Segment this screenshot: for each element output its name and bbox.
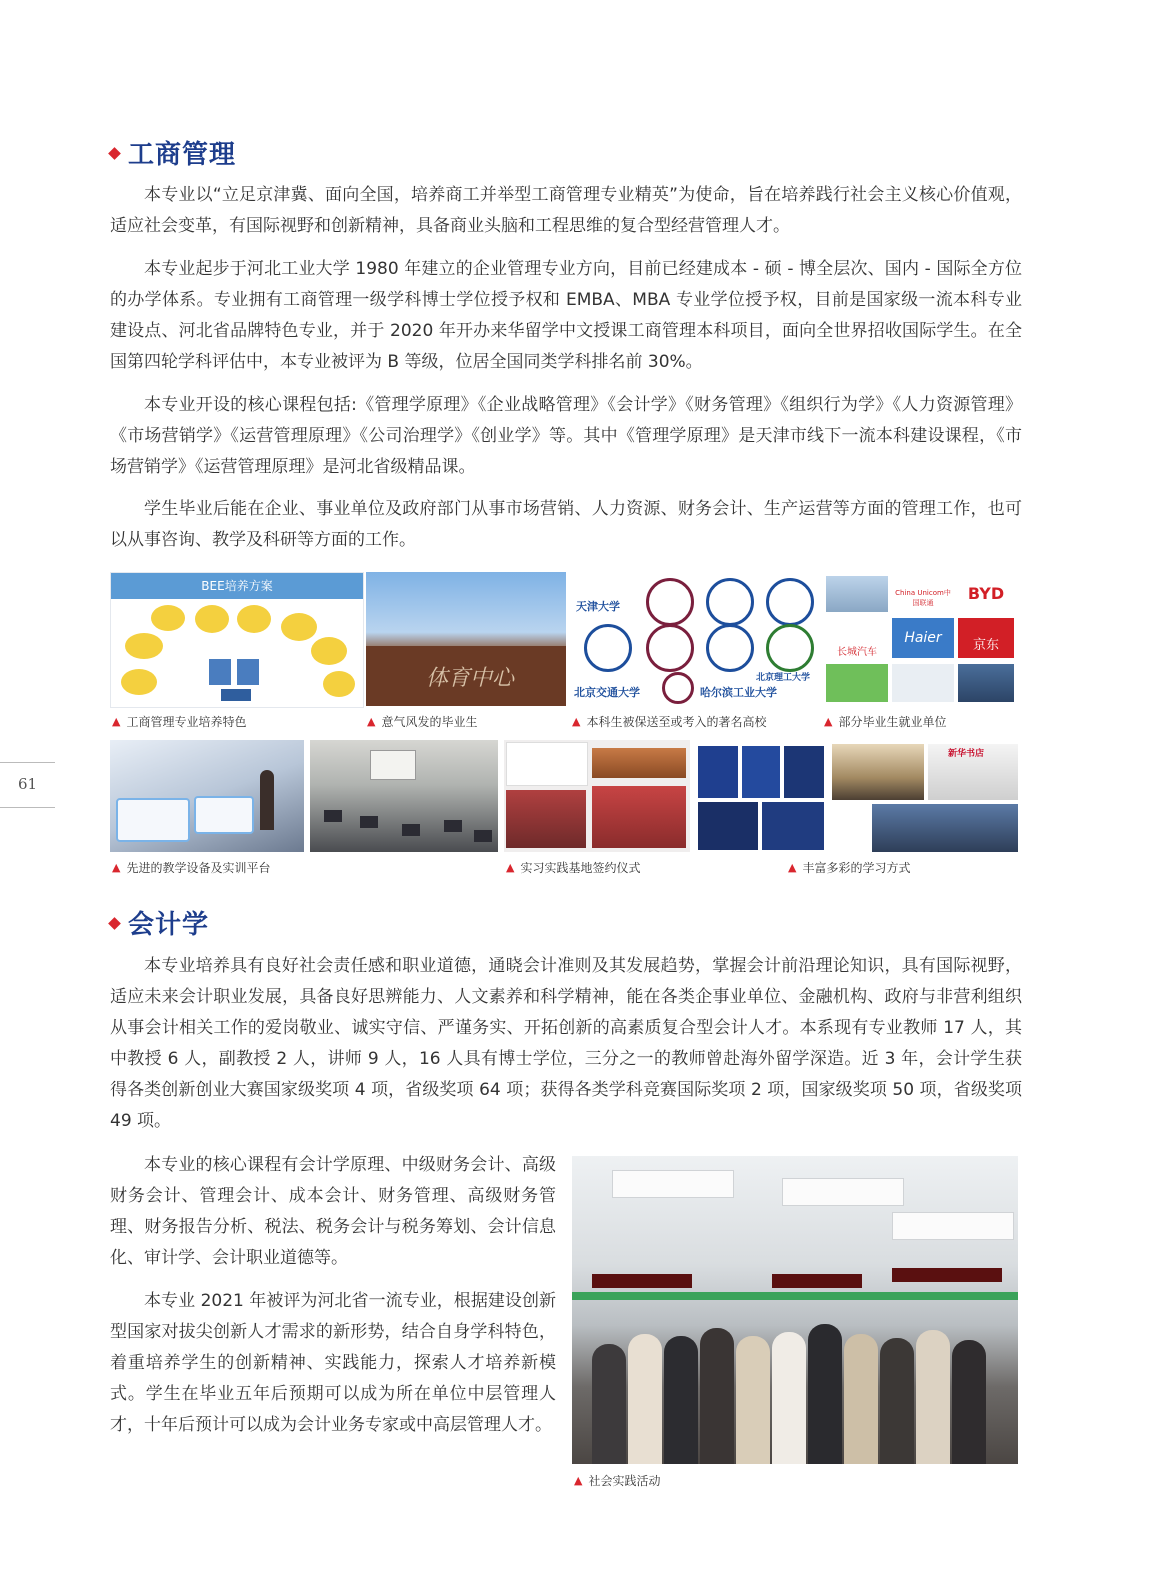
lab-desk xyxy=(194,796,254,834)
diagram-node xyxy=(151,605,185,631)
paragraph: 本专业以“立足京津冀、面向全国，培养商工并举型工商管理专业精英”为使命，旨在培养践行社会主义核心价值观，适应社会变革，有国际视野和创新精神，具备商业头脑和工程思维的复合型经营管理人才。 xyxy=(110,185,1022,236)
person-figure xyxy=(916,1330,950,1464)
lab-desk xyxy=(116,798,190,842)
triangle-bullet-icon: ▲ xyxy=(824,715,833,728)
monitor xyxy=(474,830,492,842)
logo-label: 天津大学 xyxy=(576,600,620,613)
diagram-node xyxy=(323,671,355,697)
image-caption: ▲ 实习实践基地签约仪式 xyxy=(506,861,641,875)
image-caption: ▲ 先进的教学设备及实训平台 xyxy=(112,861,271,875)
image-caption: ▲ 部分毕业生就业单位 xyxy=(824,715,947,729)
triangle-bullet-icon: ▲ xyxy=(112,715,121,728)
diamond-bullet-icon xyxy=(108,917,121,930)
company-photo xyxy=(826,576,888,612)
projection-screen xyxy=(370,750,416,780)
ceiling-light xyxy=(612,1170,734,1198)
paragraph: 本专业 2021 年被评为河北省一流专业，根据建设创新型国家对拔尖创新人才需求的新形势，结合自身学科特色，着重培养学生的创新精神、实践能力，探索人才培养新模式。学生在毕业五年后预期可以成为所在单位中层管理人才，十年后预计可以成为会计业务专家或中高层管理人才。 xyxy=(110,1291,556,1435)
person-figure xyxy=(260,770,274,830)
logo-label: 北京理工大学 xyxy=(756,673,811,683)
led-board xyxy=(772,1274,862,1288)
section-title: 会计学 xyxy=(128,910,210,940)
section-title: 工商管理 xyxy=(128,140,237,170)
triangle-bullet-icon: ▲ xyxy=(574,1474,583,1487)
diagram-node xyxy=(281,613,317,641)
diagram-node xyxy=(121,669,157,695)
image-caption: ▲ 社会实践活动 xyxy=(574,1474,661,1488)
book-cover xyxy=(784,746,824,798)
company-photo xyxy=(892,664,954,702)
certificate-image xyxy=(506,742,588,786)
led-board xyxy=(592,1274,692,1288)
signing-ceremony-photo xyxy=(504,740,690,852)
employers-logos-image xyxy=(822,572,1018,706)
unicom-logo: China Unicom中国联通 xyxy=(892,576,954,612)
image-caption: ▲ 工商管理专业培养特色 xyxy=(112,715,247,729)
paragraph: 学生毕业后能在企业、事业单位及政府部门从事市场营销、人力资源、财务会计、生产运营等方面的管理工作，也可以从事咨询、教学及科研等方面的工作。 xyxy=(110,499,1022,550)
company-photo xyxy=(958,664,1014,702)
person-figure xyxy=(844,1334,878,1464)
ceremony-photo xyxy=(506,790,586,848)
gwm-logo: 长城汽车 xyxy=(826,618,888,658)
paragraph: 本专业培养具有良好社会责任感和职业道德，通晓会计准则及其发展趋势，掌握会计前沿理论知识，具有国际视野，适应未来会计职业发展，具备良好思辨能力、人文素养和科学精神，能在各类企事业单位、金融机构、政府与非营利组织从事会计相关工作的爱岗敬业、诚实守信、严谨务实、开拓创新的高素质复合型会计人才。本系现有专业教师 17 人，其中教授 6 人，副教授 2 人，讲师 9 人，16 人具有博士学位，三分之一的教师曾赴海外留学深造。近 3 年，会计学生获得各类创新创业大赛国家级奖项 4 项，省级奖项 64 项；获得各类学科竞赛国际奖项 2 项，国家级奖项 50 项，省级奖项 49 项。 xyxy=(110,956,1022,1131)
monitor xyxy=(324,810,342,822)
diagram-block xyxy=(221,689,251,701)
person-figure xyxy=(808,1324,842,1464)
book-cover xyxy=(742,746,780,798)
triangle-bullet-icon: ▲ xyxy=(112,861,121,874)
logo-label: 哈尔滨工业大学 xyxy=(700,686,777,699)
university-seal-icon xyxy=(662,672,694,704)
image-caption: ▲ 本科生被保送至或考入的著名高校 xyxy=(572,715,767,729)
person-figure xyxy=(592,1344,626,1464)
graduates-photo xyxy=(366,572,566,706)
person-figure xyxy=(772,1332,806,1464)
training-lab-photo xyxy=(110,740,304,852)
paragraph: 本专业起步于河北工业大学 1980 年建立的企业管理专业方向，目前已经建成本 - 硕 - 博全层次、国内 - 国际全方位的办学体系。专业拥有工商管理一级学科博士学位授予权和 EMBA、MBA 专业学位授予权，目前是国家级一流本科专业建设点、河北省品牌特色专业，并于 2020 年开办来华留学中文授课工商管理本科项目，面向全世界招收国际学生。在全国第四轮学科评估中，本专业被评为 B 等级，位居全国同类学科排名前 30%。 xyxy=(110,259,1022,372)
page-number: 61 xyxy=(17,775,38,793)
logo-label: 北京交通大学 xyxy=(574,686,640,699)
bee-title: BEE培养方案 xyxy=(111,573,363,599)
monitor xyxy=(402,824,420,836)
diagram-node xyxy=(311,637,347,665)
diagram-block xyxy=(237,659,259,685)
grad-sign: 体育中心 xyxy=(426,666,515,691)
book-cover xyxy=(698,802,758,850)
company-photo xyxy=(826,664,888,702)
social-practice-photo xyxy=(572,1156,1018,1464)
ceiling-light xyxy=(782,1178,904,1206)
bookstore-photo xyxy=(928,744,1018,800)
diagram-node xyxy=(195,605,229,633)
triangle-bullet-icon: ▲ xyxy=(788,861,797,874)
section-heading-business xyxy=(110,134,236,171)
diagram-block xyxy=(209,659,231,685)
university-seal-icon xyxy=(646,578,694,626)
person-figure xyxy=(628,1334,662,1464)
university-seal-icon xyxy=(766,624,814,672)
paragraph: 本专业开设的核心课程包括:《管理学原理》《企业战略管理》《会计学》《财务管理》《组织行为学》《人力资源管理》《市场营销学》《运营管理原理》《公司治理学》《创业学》等。其中《管理学原理》是天津市线下一流本科建设课程，《市场营销学》《运营管理原理》是河北省级精品课。 xyxy=(110,395,1022,477)
university-seal-icon xyxy=(766,578,814,626)
study-materials-photo xyxy=(696,740,826,852)
jd-logo: 京东 xyxy=(958,618,1014,658)
haier-logo: Haier xyxy=(892,618,954,658)
person-figure xyxy=(736,1336,770,1464)
monitor xyxy=(444,820,462,832)
section-heading-accounting xyxy=(110,904,209,941)
diagram-node xyxy=(125,633,163,659)
monitor xyxy=(360,816,378,828)
activities-photo xyxy=(832,740,1018,852)
classroom-photo xyxy=(872,804,1018,852)
diamond-bullet-icon xyxy=(108,147,121,160)
triangle-bullet-icon: ▲ xyxy=(367,715,376,728)
person-figure xyxy=(664,1336,698,1464)
person-figure xyxy=(952,1340,986,1464)
computer-lab-photo xyxy=(310,740,498,852)
green-trim xyxy=(572,1292,1018,1300)
page-number-tab xyxy=(0,762,55,808)
book-cover xyxy=(762,802,824,850)
image-caption: ▲ 丰富多彩的学习方式 xyxy=(788,861,911,875)
building-image xyxy=(592,748,686,778)
triangle-bullet-icon: ▲ xyxy=(506,861,515,874)
triangle-bullet-icon: ▲ xyxy=(572,715,581,728)
university-seal-icon xyxy=(646,624,694,672)
ceremony-photo xyxy=(592,786,686,848)
led-board xyxy=(892,1268,1002,1282)
university-logos-image xyxy=(570,572,818,706)
person-figure xyxy=(700,1328,734,1464)
byd-logo: BYD xyxy=(958,576,1014,612)
person-figure xyxy=(880,1338,914,1464)
bee-program-image xyxy=(110,572,364,708)
group-photo xyxy=(832,744,924,800)
image-caption: ▲ 意气风发的毕业生 xyxy=(367,715,478,729)
paragraph: 本专业的核心课程有会计学原理、中级财务会计、高级财务会计、管理会计、成本会计、财务管理、高级财务管理、财务报告分析、税法、税务会计与税务筹划、会计信息化、审计学、会计职业道德等。 xyxy=(110,1155,556,1268)
book-cover xyxy=(698,746,738,798)
university-seal-icon xyxy=(706,578,754,626)
ceiling-light xyxy=(892,1212,1014,1240)
diagram-node xyxy=(237,605,271,633)
bookstore-sign: 新华书店 xyxy=(948,749,985,759)
university-seal-icon xyxy=(584,624,632,672)
university-seal-icon xyxy=(706,624,754,672)
